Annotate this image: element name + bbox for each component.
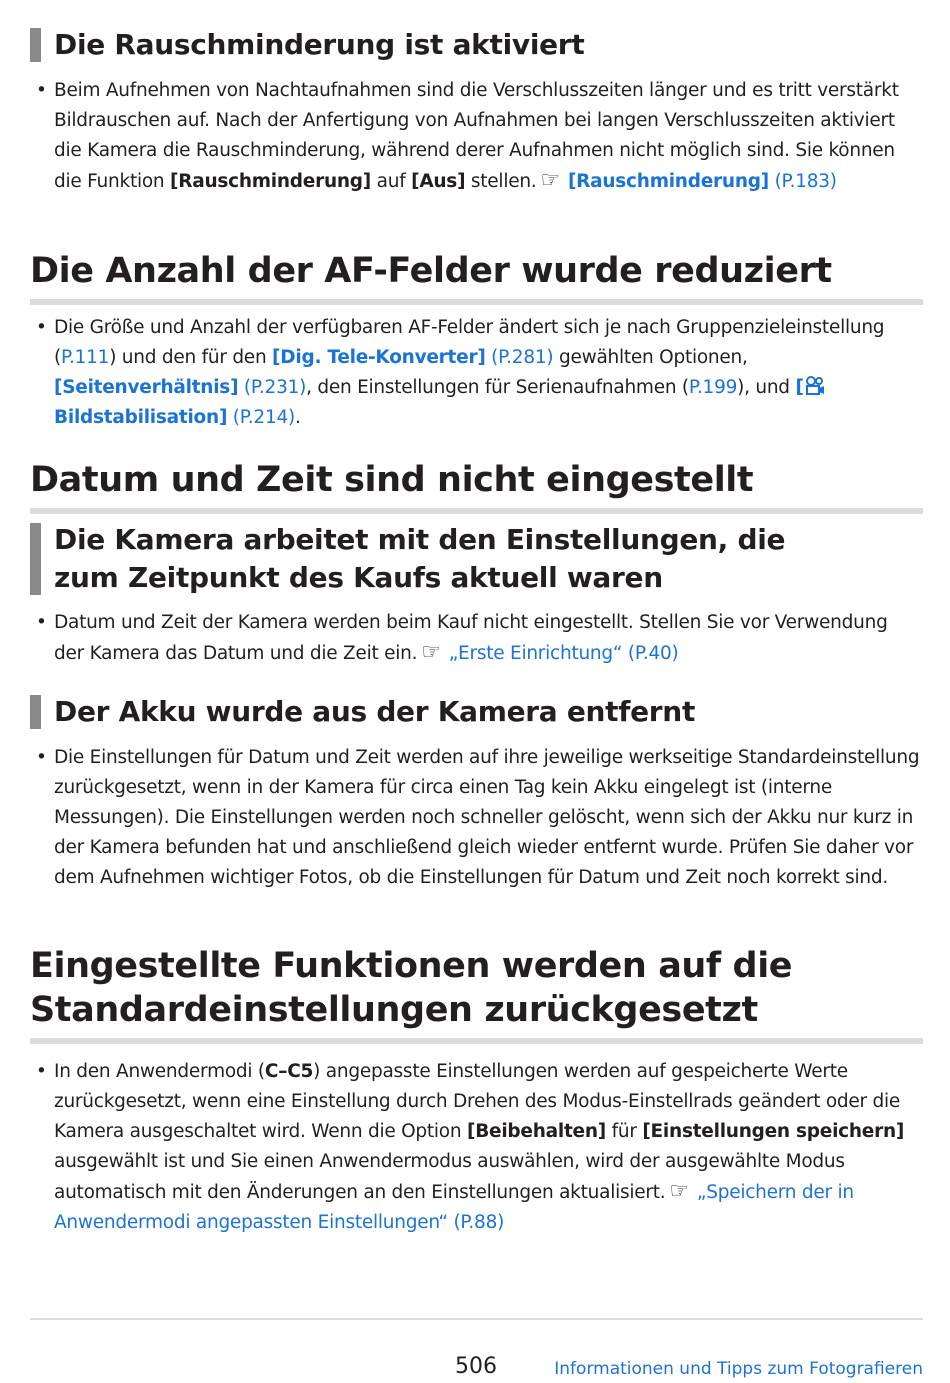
footer-section-link[interactable]: Informationen und Tipps zum Fotografieren bbox=[554, 1359, 923, 1379]
paragraph-battery-removed: • Die Einstellungen für Datum und Zeit werden auf ihre jeweilige werkseitige Standardeinstellung zurückgesetzt, wenn in der Kamera für circa einen Tag kein Akku eingelegt ist (interne Messungen). Die Einstellungen werden noch schneller gelöscht, wenn sich der Akku nur kurz in der Kamera befunden hat und anschließend gleich wieder entfernt wurde. Prüfen Sie daher vor dem Aufnehmen wichtiger Fotos, ob die Einstellungen für Datum und Zeit noch korrekt sind. bbox=[30, 743, 923, 893]
link-dig-tele-converter[interactable]: [Dig. Tele-Konverter] bbox=[272, 347, 486, 368]
movie-camera-icon bbox=[804, 376, 826, 396]
footer-divider bbox=[30, 1318, 923, 1320]
heading-date-time: Datum und Zeit sind nicht eingestellt bbox=[30, 458, 923, 514]
link-page-231[interactable]: (P.231) bbox=[243, 377, 307, 398]
reference-hand-icon: ☞ bbox=[540, 168, 560, 193]
link-page-111[interactable]: P.111 bbox=[60, 347, 110, 368]
link-aspect-ratio[interactable]: [Seitenverhältnis] bbox=[54, 377, 239, 398]
link-page-281[interactable]: (P.281) bbox=[491, 347, 554, 368]
paragraph-af-fields: • Die Größe und Anzahl der verfügbaren AF-Felder ändert sich je nach Gruppenzieleinstellung (P.111) und den für den [Dig. Tele-Konverter] (P.281) gewählten Optionen, [Seitenverhältnis] (P.231), den Einstellungen für Serienaufnahmen (P.199), und [Bildstabilisation] (P.214). bbox=[30, 313, 923, 433]
subheading-noise-reduction: Die Rauschminderung ist aktiviert bbox=[30, 26, 923, 64]
link-first-setup[interactable]: „Erste Einrichtung“ (P.40) bbox=[448, 643, 679, 664]
reference-hand-icon: ☞ bbox=[421, 640, 441, 665]
page-number: 506 bbox=[455, 1354, 497, 1379]
reference-hand-icon: ☞ bbox=[669, 1179, 689, 1204]
heading-reset-functions: Eingestellte Funktionen werden auf die Standardeinstellungen zurückgesetzt bbox=[30, 944, 923, 1044]
link-save-custom-modes[interactable]: „Speichern der in Anwendermodi angepassten Einstellungen“ (P.88) bbox=[54, 1182, 854, 1233]
link-noise-reduction[interactable]: [Rauschminderung] bbox=[567, 171, 769, 192]
link-page-183[interactable]: (P.183) bbox=[774, 171, 837, 192]
link-page-214[interactable]: (P.214) bbox=[232, 407, 295, 428]
subheading-purchase-settings: Die Kamera arbeitet mit den Einstellungen, die zum Zeitpunkt des Kaufs aktuell waren bbox=[30, 521, 814, 597]
subheading-battery-removed: Der Akku wurde aus der Kamera entfernt bbox=[30, 693, 923, 731]
heading-af-fields: Die Anzahl der AF-Felder wurde reduziert bbox=[30, 249, 923, 305]
paragraph-purchase-settings: • Datum und Zeit der Kamera werden beim Kauf nicht eingestellt. Stellen Sie vor Verwendung der Kamera das Datum und die Zeit ein. ☞ „Erste Einrichtung“ (P.40) bbox=[30, 608, 923, 669]
link-page-199[interactable]: P.199 bbox=[688, 377, 738, 398]
link-image-stabilization[interactable]: [Bildstabilisation] bbox=[54, 377, 828, 428]
paragraph-custom-modes: • In den Anwendermodi (C–C5) angepasste Einstellungen werden auf gespeicherte Werte zurückgesetzt, wenn eine Einstellung durch Drehen des Modus-Einstellrads geändert oder die Kamera ausgeschaltet wird. Wenn die Option [Beibehalten] für [Einstellungen speichern] ausgewählt ist und Sie einen Anwendermodus auswählen, wird der ausgewählte Modus automatisch mit den Änderungen an den Einstellungen aktualisiert. ☞ „Speichern der in Anwendermodi angepassten Einstellungen“ (P.88) bbox=[30, 1057, 923, 1238]
paragraph-noise-reduction: • Beim Aufnehmen von Nachtaufnahmen sind die Verschlusszeiten länger und es tritt verstärkt Bildrauschen auf. Nach der Anfertigung von Aufnahmen bei langen Verschlusszeiten aktiviert die Kamera die Rauschminderung, während derer Aufnahmen nicht möglich sind. Sie können die Funktion [Rauschminderung] auf [Aus] stellen. ☞ [Rauschminderung] (P.183) bbox=[30, 76, 923, 197]
